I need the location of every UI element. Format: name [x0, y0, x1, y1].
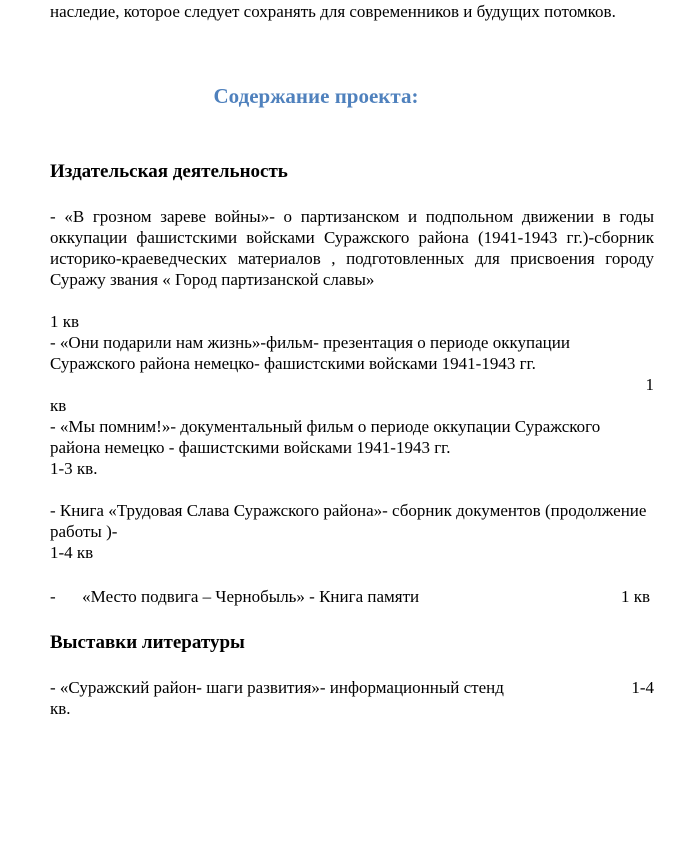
publishing-item-2-text: - «Они подарили нам жизнь»-фильм- презентация о периоде оккупации Суражского района немецко- фашистскими войсками 1941-1943 гг.: [50, 333, 570, 373]
publishing-item-5-dash: -: [50, 587, 56, 606]
exhibitions-item-1-period-num: 1-4: [631, 678, 654, 697]
publishing-item-5-period: 1 кв: [620, 587, 650, 606]
publishing-item-2-period-num: 1: [645, 375, 654, 394]
publishing-item-4-text: - Книга «Трудовая Слава Суражского района»- сборник документов (продолжение работы )-: [50, 501, 647, 541]
exhibitions-heading: Выставки литературы: [50, 632, 245, 653]
publishing-item-1-text: - «В грозном зареве войны»- о партизанском и подпольном движении в годы оккупации фашистскими войсками Суражского района (1941-1943 гг.)-сборник историко-краеведческих материалов , подготовленных для присвоения городу Суражу звания « Город партизанской славы»: [50, 207, 654, 289]
publishing-item-3-period: 1-3 кв.: [50, 459, 98, 478]
publishing-item-5-line: [50, 586, 654, 607]
publishing-heading: Издательская деятельность: [50, 161, 288, 182]
publishing-item-5-text: «Место подвига – Чернобыль» - Книга памяти: [82, 587, 420, 606]
exhibitions-item-1-row: [50, 677, 654, 719]
intro-paragraph: наследие, которое следует сохранять для современников и будущих потомков.: [50, 2, 616, 21]
exhibitions-item-1-text: - «Суражский район- шаги развития»- информационный стенд: [50, 678, 504, 697]
publishing-item-3-text: - «Мы помним!»- документальный фильм о периоде оккупации Суражского района немецко - фашистскими войсками 1941-1943 гг.: [50, 417, 601, 457]
publishing-item-1-period: 1 кв: [50, 312, 80, 331]
project-contents-title: Содержание проекта:: [213, 84, 419, 108]
publishing-item-4-period: 1-4 кв: [50, 543, 94, 562]
publishing-item-5-row: [50, 586, 654, 607]
publishing-item-2-period-unit: кв: [50, 396, 67, 415]
publishing-item-5-content: [50, 586, 419, 607]
exhibitions-item-1-line: [50, 677, 654, 698]
exhibitions-item-1-period-unit: кв.: [50, 699, 71, 718]
